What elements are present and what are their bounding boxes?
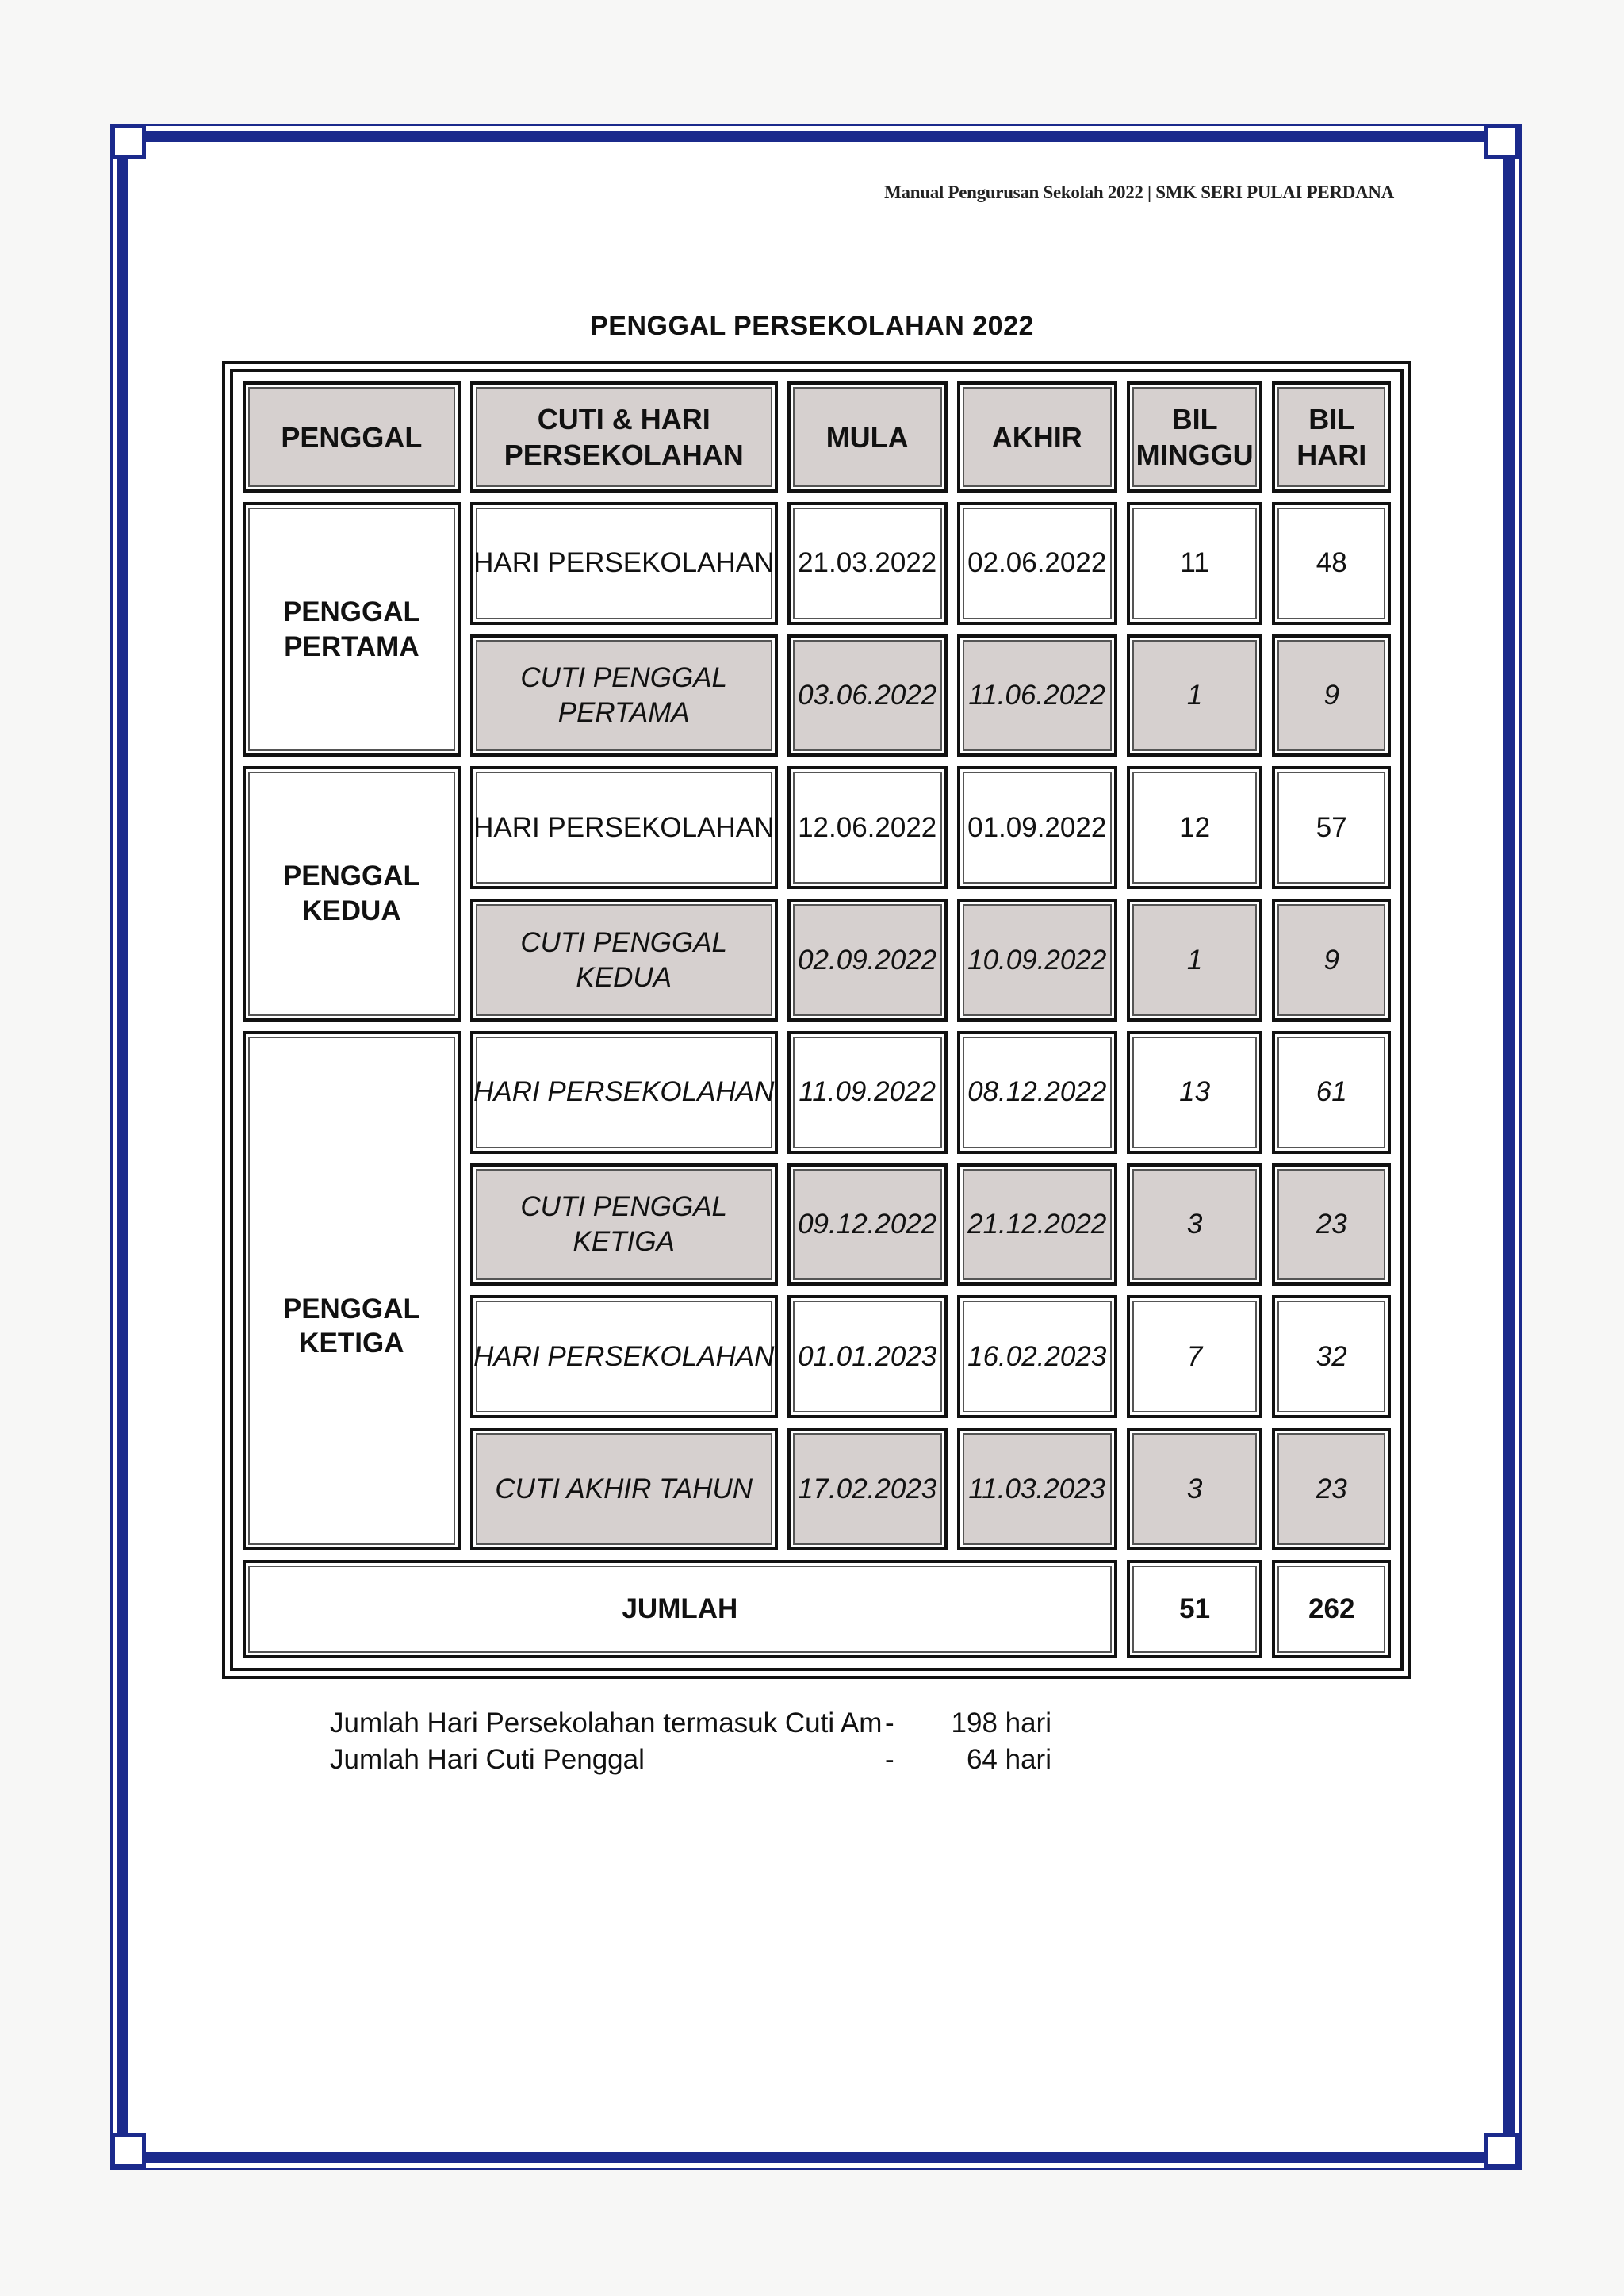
summary-label: Jumlah Hari Persekolahan termasuk Cuti Am bbox=[330, 1708, 883, 1738]
start-date: 02.09.2022 bbox=[787, 899, 948, 1022]
day-count: 23 bbox=[1272, 1163, 1391, 1286]
start-date: 09.12.2022 bbox=[787, 1163, 948, 1286]
border-corner bbox=[1484, 125, 1519, 159]
column-header-penggal: PENGGAL bbox=[243, 381, 461, 493]
table-row bbox=[243, 502, 1391, 625]
running-header: Manual Pengurusan Sekolah 2022 | SMK SERI PULAI PERDANA bbox=[884, 182, 1394, 202]
total-row bbox=[243, 1560, 1391, 1658]
column-header-bil-minggu: BIL MINGGU bbox=[1127, 381, 1263, 493]
column-header-mula: MULA bbox=[787, 381, 948, 493]
end-date: 08.12.2022 bbox=[957, 1031, 1117, 1154]
start-date: 11.09.2022 bbox=[787, 1031, 948, 1154]
end-date: 02.06.2022 bbox=[957, 502, 1117, 625]
day-count: 23 bbox=[1272, 1428, 1391, 1550]
border-corner bbox=[111, 125, 146, 159]
term-name: PENGGAL PERTAMA bbox=[243, 502, 461, 757]
row-category: CUTI PENGGAL KEDUA bbox=[470, 899, 778, 1022]
row-category: CUTI PENGGAL KETIGA bbox=[470, 1163, 778, 1286]
summary-value: 64 hari bbox=[966, 1744, 1051, 1775]
term-schedule-table bbox=[230, 369, 1404, 1671]
week-count: 3 bbox=[1127, 1428, 1263, 1550]
column-header-bil-hari: BIL HARI bbox=[1272, 381, 1391, 493]
start-date: 03.06.2022 bbox=[787, 634, 948, 757]
header-row bbox=[243, 381, 1391, 493]
summary-dash: - bbox=[885, 1708, 894, 1738]
week-count: 3 bbox=[1127, 1163, 1263, 1286]
start-date: 01.01.2023 bbox=[787, 1295, 948, 1418]
week-count: 1 bbox=[1127, 634, 1263, 757]
start-date: 12.06.2022 bbox=[787, 766, 948, 889]
row-category: CUTI AKHIR TAHUN bbox=[470, 1428, 778, 1550]
day-count: 48 bbox=[1272, 502, 1391, 625]
summary-notes bbox=[330, 1705, 1051, 1778]
end-date: 11.06.2022 bbox=[957, 634, 1117, 757]
week-count: 11 bbox=[1127, 502, 1263, 625]
column-header-cuti-hari: CUTI & HARI PERSEKOLAHAN bbox=[470, 381, 778, 493]
page-title: PENGGAL PERSEKOLAHAN 2022 bbox=[590, 311, 1034, 341]
row-category: CUTI PENGGAL PERTAMA bbox=[470, 634, 778, 757]
summary-line bbox=[330, 1705, 1051, 1742]
end-date: 01.09.2022 bbox=[957, 766, 1117, 889]
total-days: 262 bbox=[1272, 1560, 1391, 1658]
total-label: JUMLAH bbox=[243, 1560, 1117, 1658]
row-category: HARI PERSEKOLAHAN bbox=[470, 1031, 778, 1154]
end-date: 10.09.2022 bbox=[957, 899, 1117, 1022]
table-row bbox=[243, 1031, 1391, 1154]
week-count: 12 bbox=[1127, 766, 1263, 889]
summary-line bbox=[330, 1742, 1051, 1778]
summary-value: 198 hari bbox=[951, 1708, 1051, 1738]
total-weeks: 51 bbox=[1127, 1560, 1263, 1658]
border-corner bbox=[1484, 2133, 1519, 2168]
term-name: PENGGAL KETIGA bbox=[243, 1031, 461, 1550]
row-category: HARI PERSEKOLAHAN bbox=[470, 766, 778, 889]
column-header-akhir: AKHIR bbox=[957, 381, 1117, 493]
week-count: 1 bbox=[1127, 899, 1263, 1022]
day-count: 9 bbox=[1272, 899, 1391, 1022]
day-count: 61 bbox=[1272, 1031, 1391, 1154]
week-count: 7 bbox=[1127, 1295, 1263, 1418]
table-row bbox=[243, 766, 1391, 889]
border-corner bbox=[111, 2133, 146, 2168]
day-count: 57 bbox=[1272, 766, 1391, 889]
week-count: 13 bbox=[1127, 1031, 1263, 1154]
summary-label: Jumlah Hari Cuti Penggal bbox=[330, 1744, 645, 1775]
row-category: HARI PERSEKOLAHAN bbox=[470, 502, 778, 625]
end-date: 21.12.2022 bbox=[957, 1163, 1117, 1286]
day-count: 32 bbox=[1272, 1295, 1391, 1418]
start-date: 17.02.2023 bbox=[787, 1428, 948, 1550]
row-category: HARI PERSEKOLAHAN bbox=[470, 1295, 778, 1418]
end-date: 16.02.2023 bbox=[957, 1295, 1117, 1418]
end-date: 11.03.2023 bbox=[957, 1428, 1117, 1550]
start-date: 21.03.2022 bbox=[787, 502, 948, 625]
term-name: PENGGAL KEDUA bbox=[243, 766, 461, 1021]
day-count: 9 bbox=[1272, 634, 1391, 757]
summary-dash: - bbox=[885, 1744, 894, 1775]
